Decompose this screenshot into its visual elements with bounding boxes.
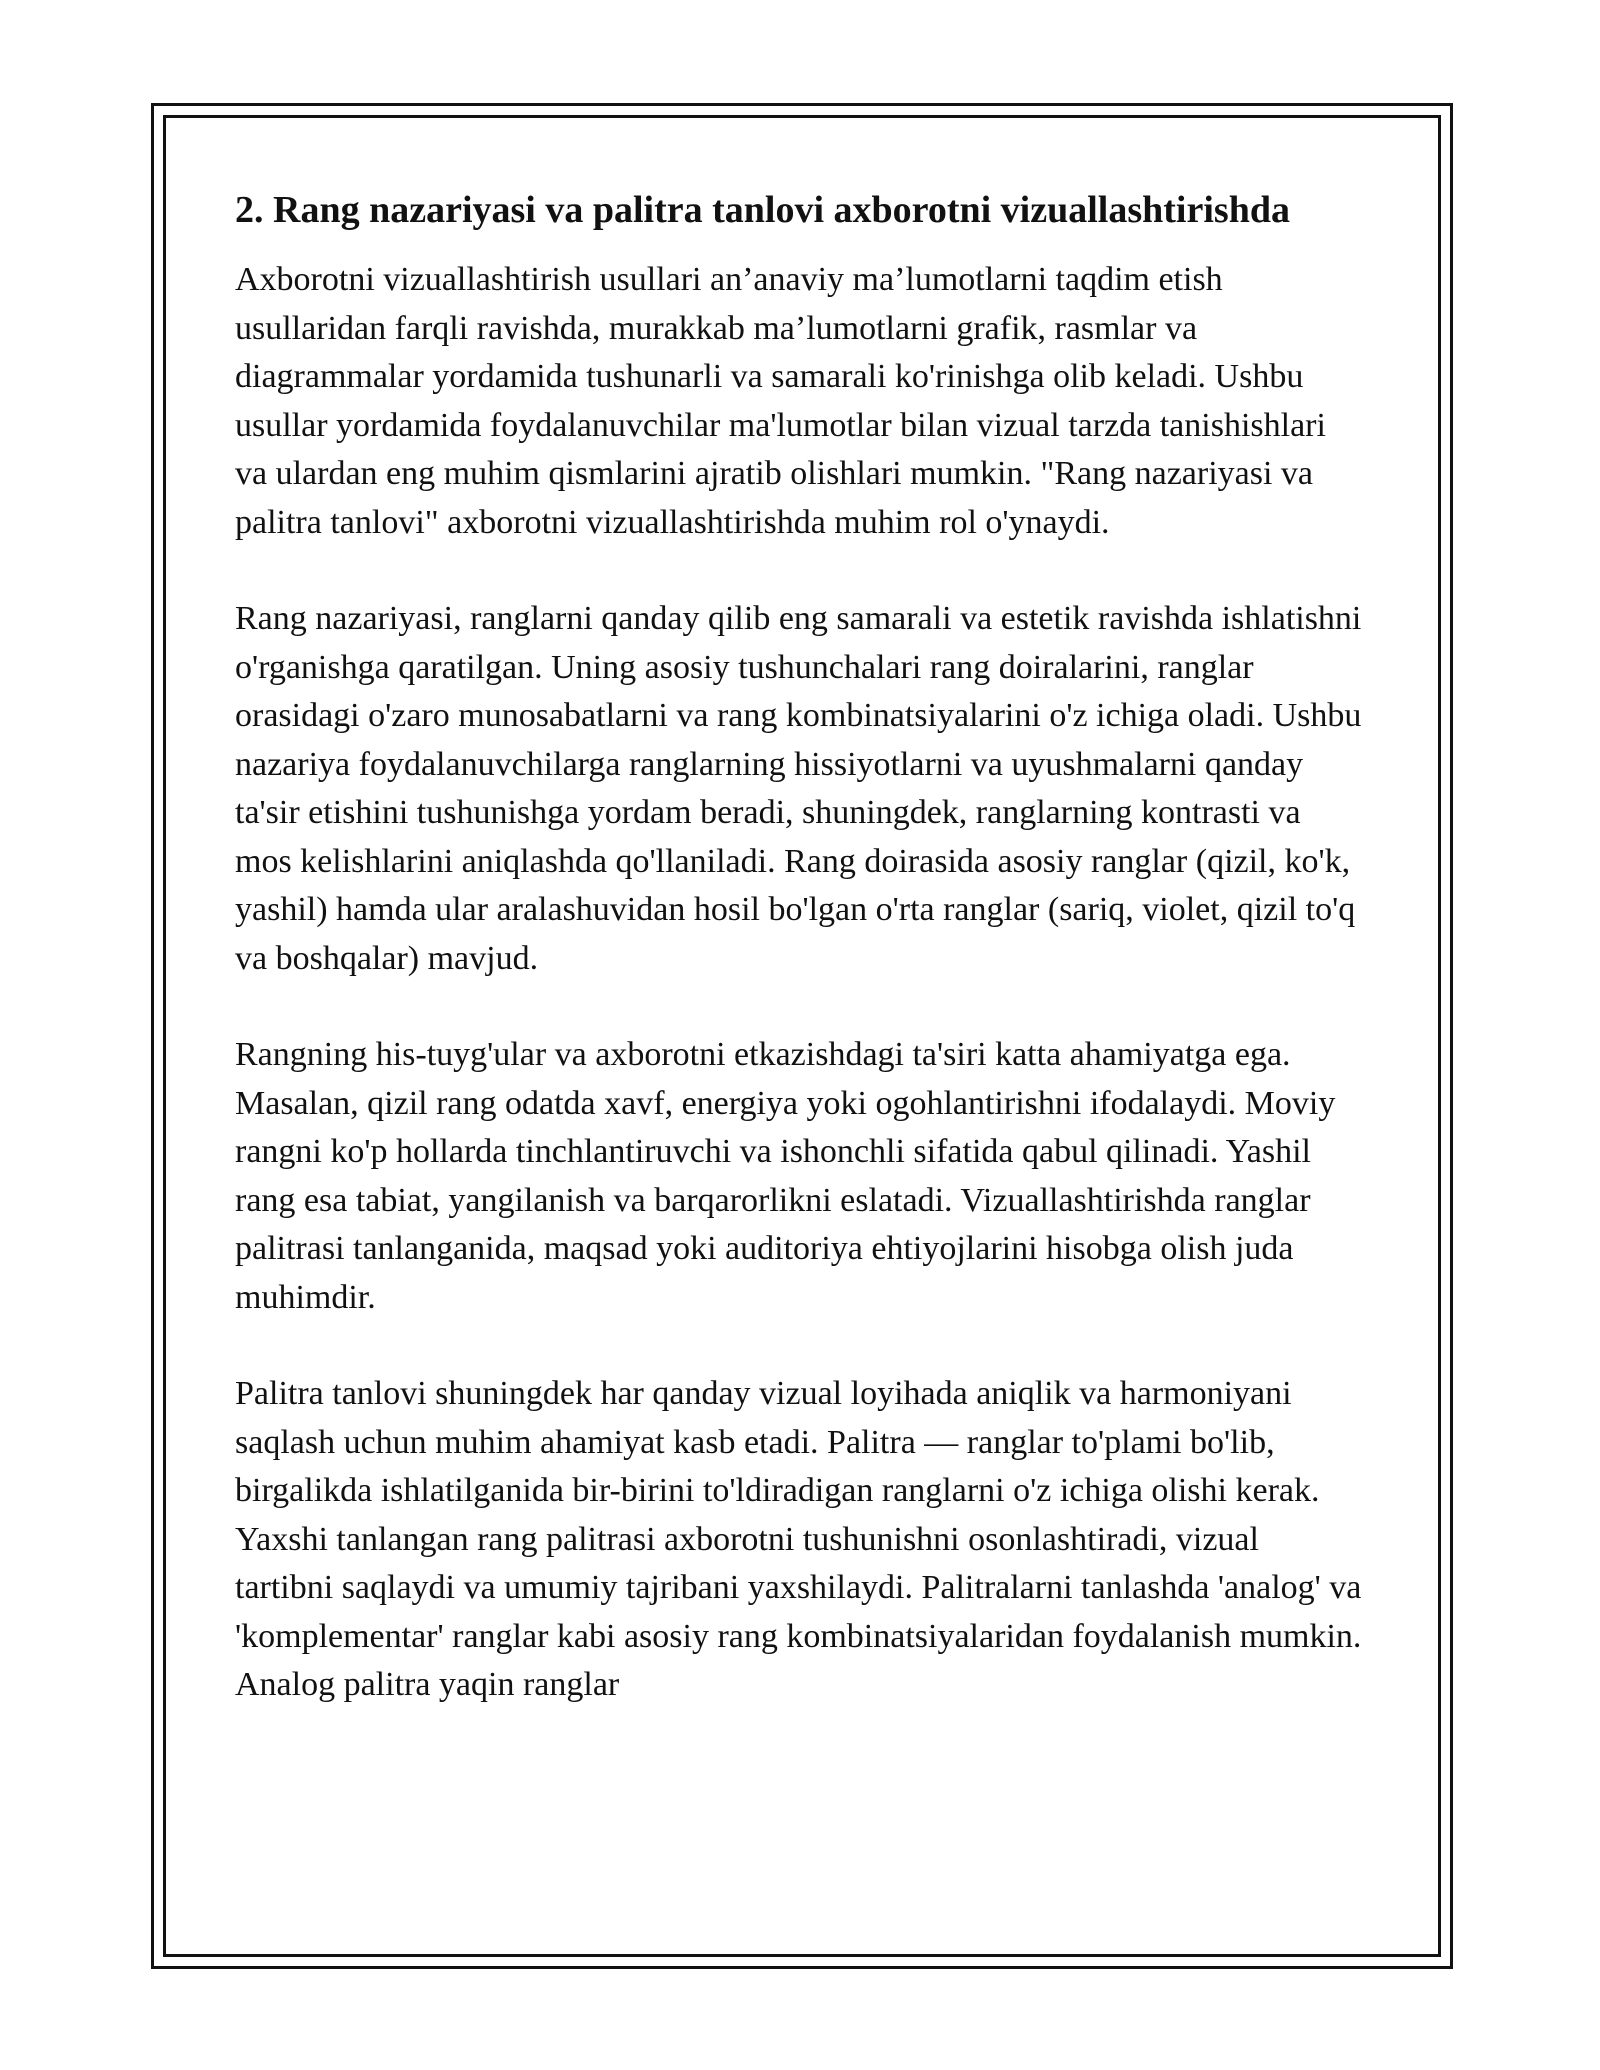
document-body (235, 182, 1365, 1710)
section-heading: 2. Rang nazariyasi va palitra tanlovi axborotni vizuallashtirishda (235, 189, 1290, 231)
paragraph-1: Axborotni vizuallashtirish usullari an’anaviy ma’lumotlarni taqdim etish usullaridan farqli ravishda, murakkab ma’lumotlarni grafik, rasmlar va diagrammalar yordamida tushunarli va samarali ko'rinishga olib keladi. Ushbu usullar yordamida foydalanuvchilar ma'lumotlar bilan vizual tarzda tanishishlari va ulardan eng muhim qismlarini ajratib olishlari mumkin. "Rang nazariyasi va palitra tanlovi" axborotni vizuallashtirishda muhim rol o'ynaydi. (235, 261, 1326, 541)
paragraph-3: Rangning his-tuyg'ular va axborotni etkazishdagi ta'siri katta ahamiyatga ega. Masalan, qizil rang odatda xavf, energiya yoki ogohlantirishni ifodalaydi. Moviy rangni ko'p hollarda tinchlantiruvchi va ishonchli sifatida qabul qilinadi. Yashil rang esa tabiat, yangilanish va barqarorlikni eslatadi. Vizuallashtirishda ranglar palitrasi tanlanganida, maqsad yoki auditoriya ehtiyojlarini hisobga olish juda muhimdir. (235, 1036, 1336, 1316)
paragraph-2: Rang nazariyasi, ranglarni qanday qilib eng samarali va estetik ravishda ishlatishni o'rganishga qaratilgan. Uning asosiy tushunchalari rang doiralarini, ranglar orasidagi o'zaro munosabatlarni va rang kombinatsiyalarini o'z ichiga oladi. Ushbu nazariya foydalanuvchilarga ranglarning hissiyotlarni va uyushmalarni qanday ta'sir etishini tushunishga yordam beradi, shuningdek, ranglarning kontrasti va mos kelishlarini aniqlashda qo'llaniladi. Rang doirasida asosiy ranglar (qizil, ko'k, yashil) hamda ular aralashuvidan hosil bo'lgan o'rta ranglar (sariq, violet, qizil to'q va boshqalar) mavjud. (235, 600, 1362, 977)
paragraph-4: Palitra tanlovi shuningdek har qanday vizual loyihada aniqlik va harmoniyani saqlash uchun muhim ahamiyat kasb etadi. Palitra — ranglar to'plami bo'lib, birgalikda ishlatilganida bir-birini to'ldiradigan ranglarni o'z ichiga olishi kerak. Yaxshi tanlangan rang palitrasi axborotni tushunishni osonlashtiradi, vizual tartibni saqlaydi va umumiy tajribani yaxshilaydi. Palitralarni tanlashda 'analog' va 'komplementar' ranglar kabi asosiy rang kombinatsiyalaridan foydalanish mumkin. Analog palitra yaqin ranglar (235, 1375, 1362, 1703)
